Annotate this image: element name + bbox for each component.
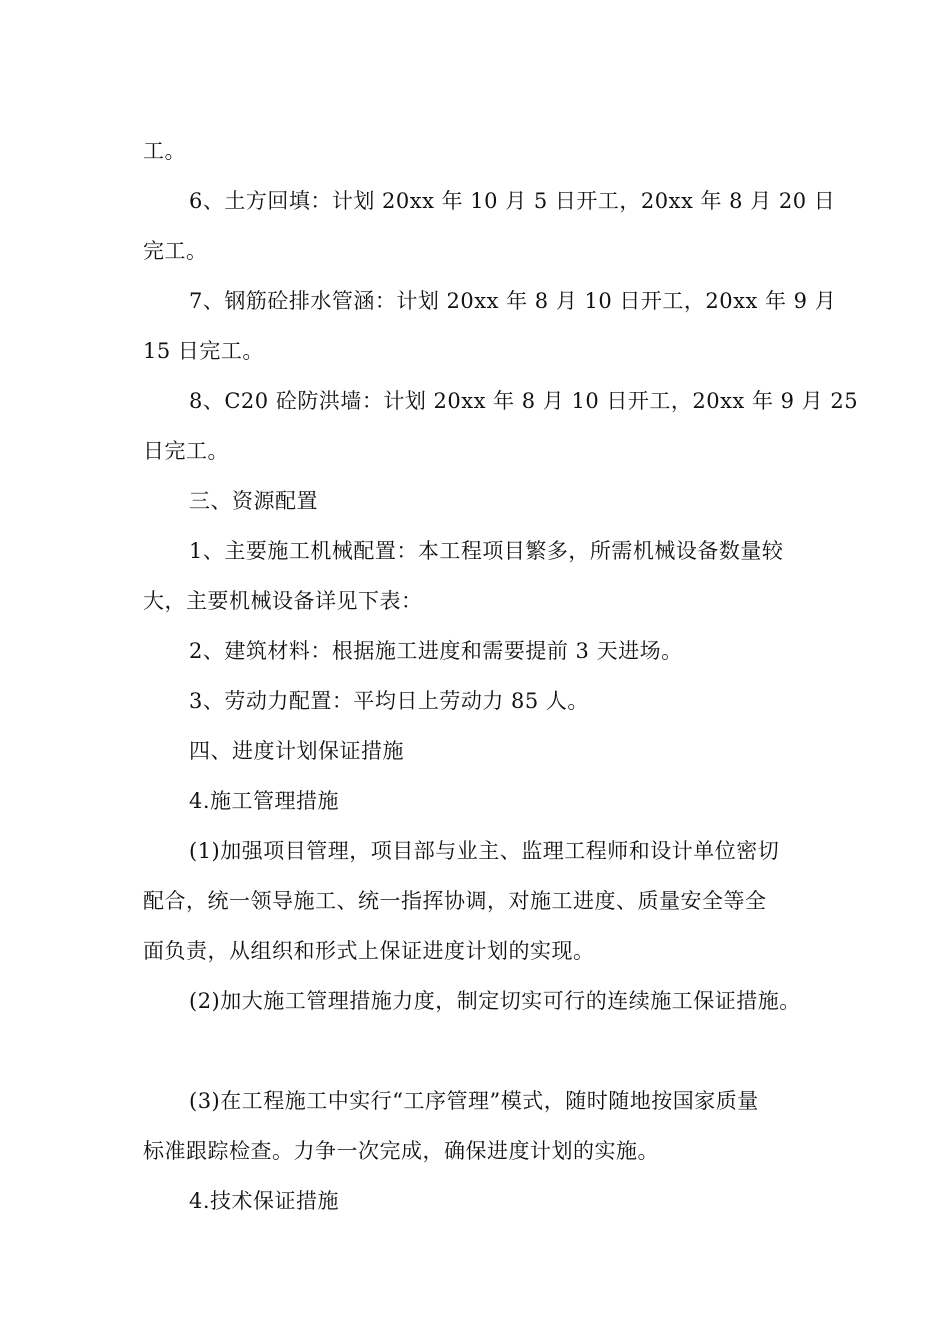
- text-line-5: 15 日完工。: [143, 339, 264, 363]
- text-line-19: (3)在工程施工中实行“工序管理”模式，随时随地按国家质量: [189, 1089, 759, 1113]
- text-line-3: 完工。: [143, 239, 208, 263]
- text-line-1: 工。: [143, 139, 186, 163]
- text-line-10: 大，主要机械设备详见下表：: [143, 589, 423, 613]
- text-line-17: 面负责，从组织和形式上保证进度计划的实现。: [143, 939, 595, 963]
- section-heading-resources: 三、资源配置: [189, 489, 318, 513]
- text-line-7: 日完工。: [143, 439, 229, 463]
- text-line-12: 3、劳动力配置：平均日上劳动力 85 人。: [189, 689, 589, 713]
- subheading-technical-measures: 4.技术保证措施: [189, 1189, 340, 1213]
- text-line-20: 标准跟踪检查。力争一次完成，确保进度计划的实施。: [143, 1139, 659, 1163]
- subheading-construction-management: 4.施工管理措施: [189, 789, 340, 813]
- text-line-9: 1、主要施工机械配置：本工程项目繁多，所需机械设备数量较: [189, 539, 784, 563]
- text-line-15: (1)加强项目管理，项目部与业主、监理工程师和设计单位密切: [189, 839, 780, 863]
- section-heading-schedule: 四、进度计划保证措施: [189, 739, 404, 763]
- text-line-18: (2)加大施工管理措施力度，制定切实可行的连续施工保证措施。: [189, 989, 801, 1013]
- text-line-11: 2、建筑材料：根据施工进度和需要提前 3 天进场。: [189, 639, 683, 663]
- text-line-6: 8、C20 砼防洪墙：计划 20xx 年 8 月 10 日开工，20xx 年 9 月 25: [189, 389, 859, 413]
- text-line-2: 6、土方回填：计划 20xx 年 10 月 5 日开工，20xx 年 8 月 20 日: [189, 189, 836, 213]
- text-line-4: 7、钢筋砼排水管涵：计划 20xx 年 8 月 10 日开工，20xx 年 9 月: [189, 289, 837, 313]
- text-line-16: 配合，统一领导施工、统一指挥协调，对施工进度、质量安全等全: [143, 889, 767, 913]
